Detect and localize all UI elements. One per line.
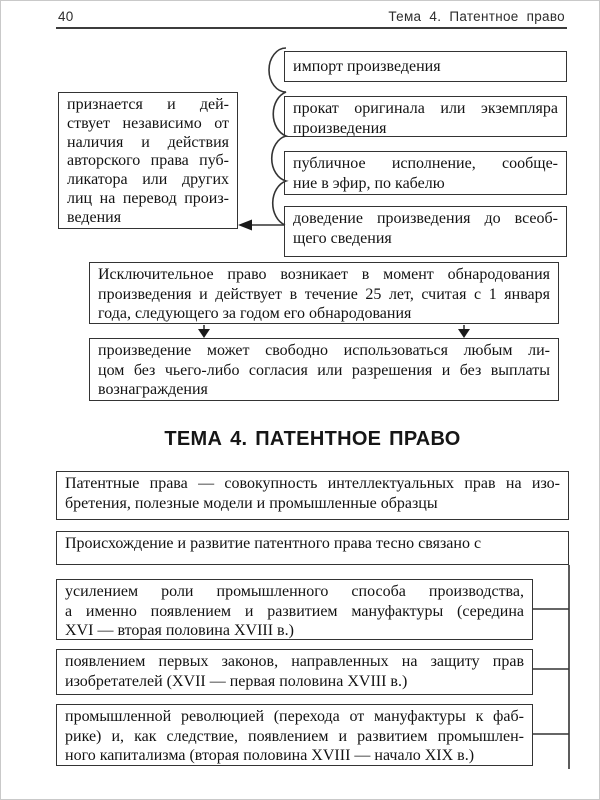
running-title: Тема 4. Патентное право xyxy=(388,9,565,24)
down-arrow-left-head xyxy=(198,329,210,338)
header-rule xyxy=(56,27,567,29)
origin-bracket xyxy=(533,565,569,769)
section-heading: ТЕМА 4. ПАТЕНТНОЕ ПРАВО xyxy=(164,428,461,450)
box-patent-rights-definition: Патентные права — совокупность интеллектуальных прав на изо- бретения, полезные модели и промышленные образцы xyxy=(56,471,569,520)
arrow-to-left-box-head xyxy=(238,220,252,231)
box-translation-right: признается и дей- ствует независимо от наличия и действия авторского права пуб- ликатора или других лиц на перевод произ- ведения xyxy=(58,92,238,229)
box-cause-industrial-revolution: промышленной революцией (перехода от мануфактуры к фаб- рике) и, как следствие, появлением и развитием промышлен- ного капитализма (вторая половина XVIII — начало XIX в.) xyxy=(56,704,533,766)
box-making-available: доведение произведения до всеоб- щего сведения xyxy=(284,206,567,257)
box-cause-manufacture: усилением роли промышленного способа производства, а именно появлением и развитием мануфактуры (середина XVI — вторая половина XVIII в.) xyxy=(56,579,533,640)
box-public-performance: публичное исполнение, сообще- ние в эфир, по кабелю xyxy=(284,151,567,195)
box-cause-first-laws: появлением первых законов, направленных на защиту прав изобретателей (XVII — первая половина XVIII в.) xyxy=(56,649,533,695)
down-arrow-right-head xyxy=(458,329,470,338)
box-import: импорт произведения xyxy=(284,51,567,82)
box-free-use: произведение может свободно использоваться любым ли- цом без чьего-либо согласия или разрешения и без выплаты вознаграждения xyxy=(89,338,559,401)
box-rental: прокат оригинала или экземпляра произведения xyxy=(284,96,567,137)
page-number: 40 xyxy=(58,9,74,24)
box-origin-statement: Происхождение и развитие патентного права тесно связано с xyxy=(56,531,569,565)
box-exclusive-right: Исключительное право возникает в момент обнародования произведения и действует в течение 25 лет, считая с 1 января года, следующего за годом его обнародования xyxy=(89,262,559,324)
